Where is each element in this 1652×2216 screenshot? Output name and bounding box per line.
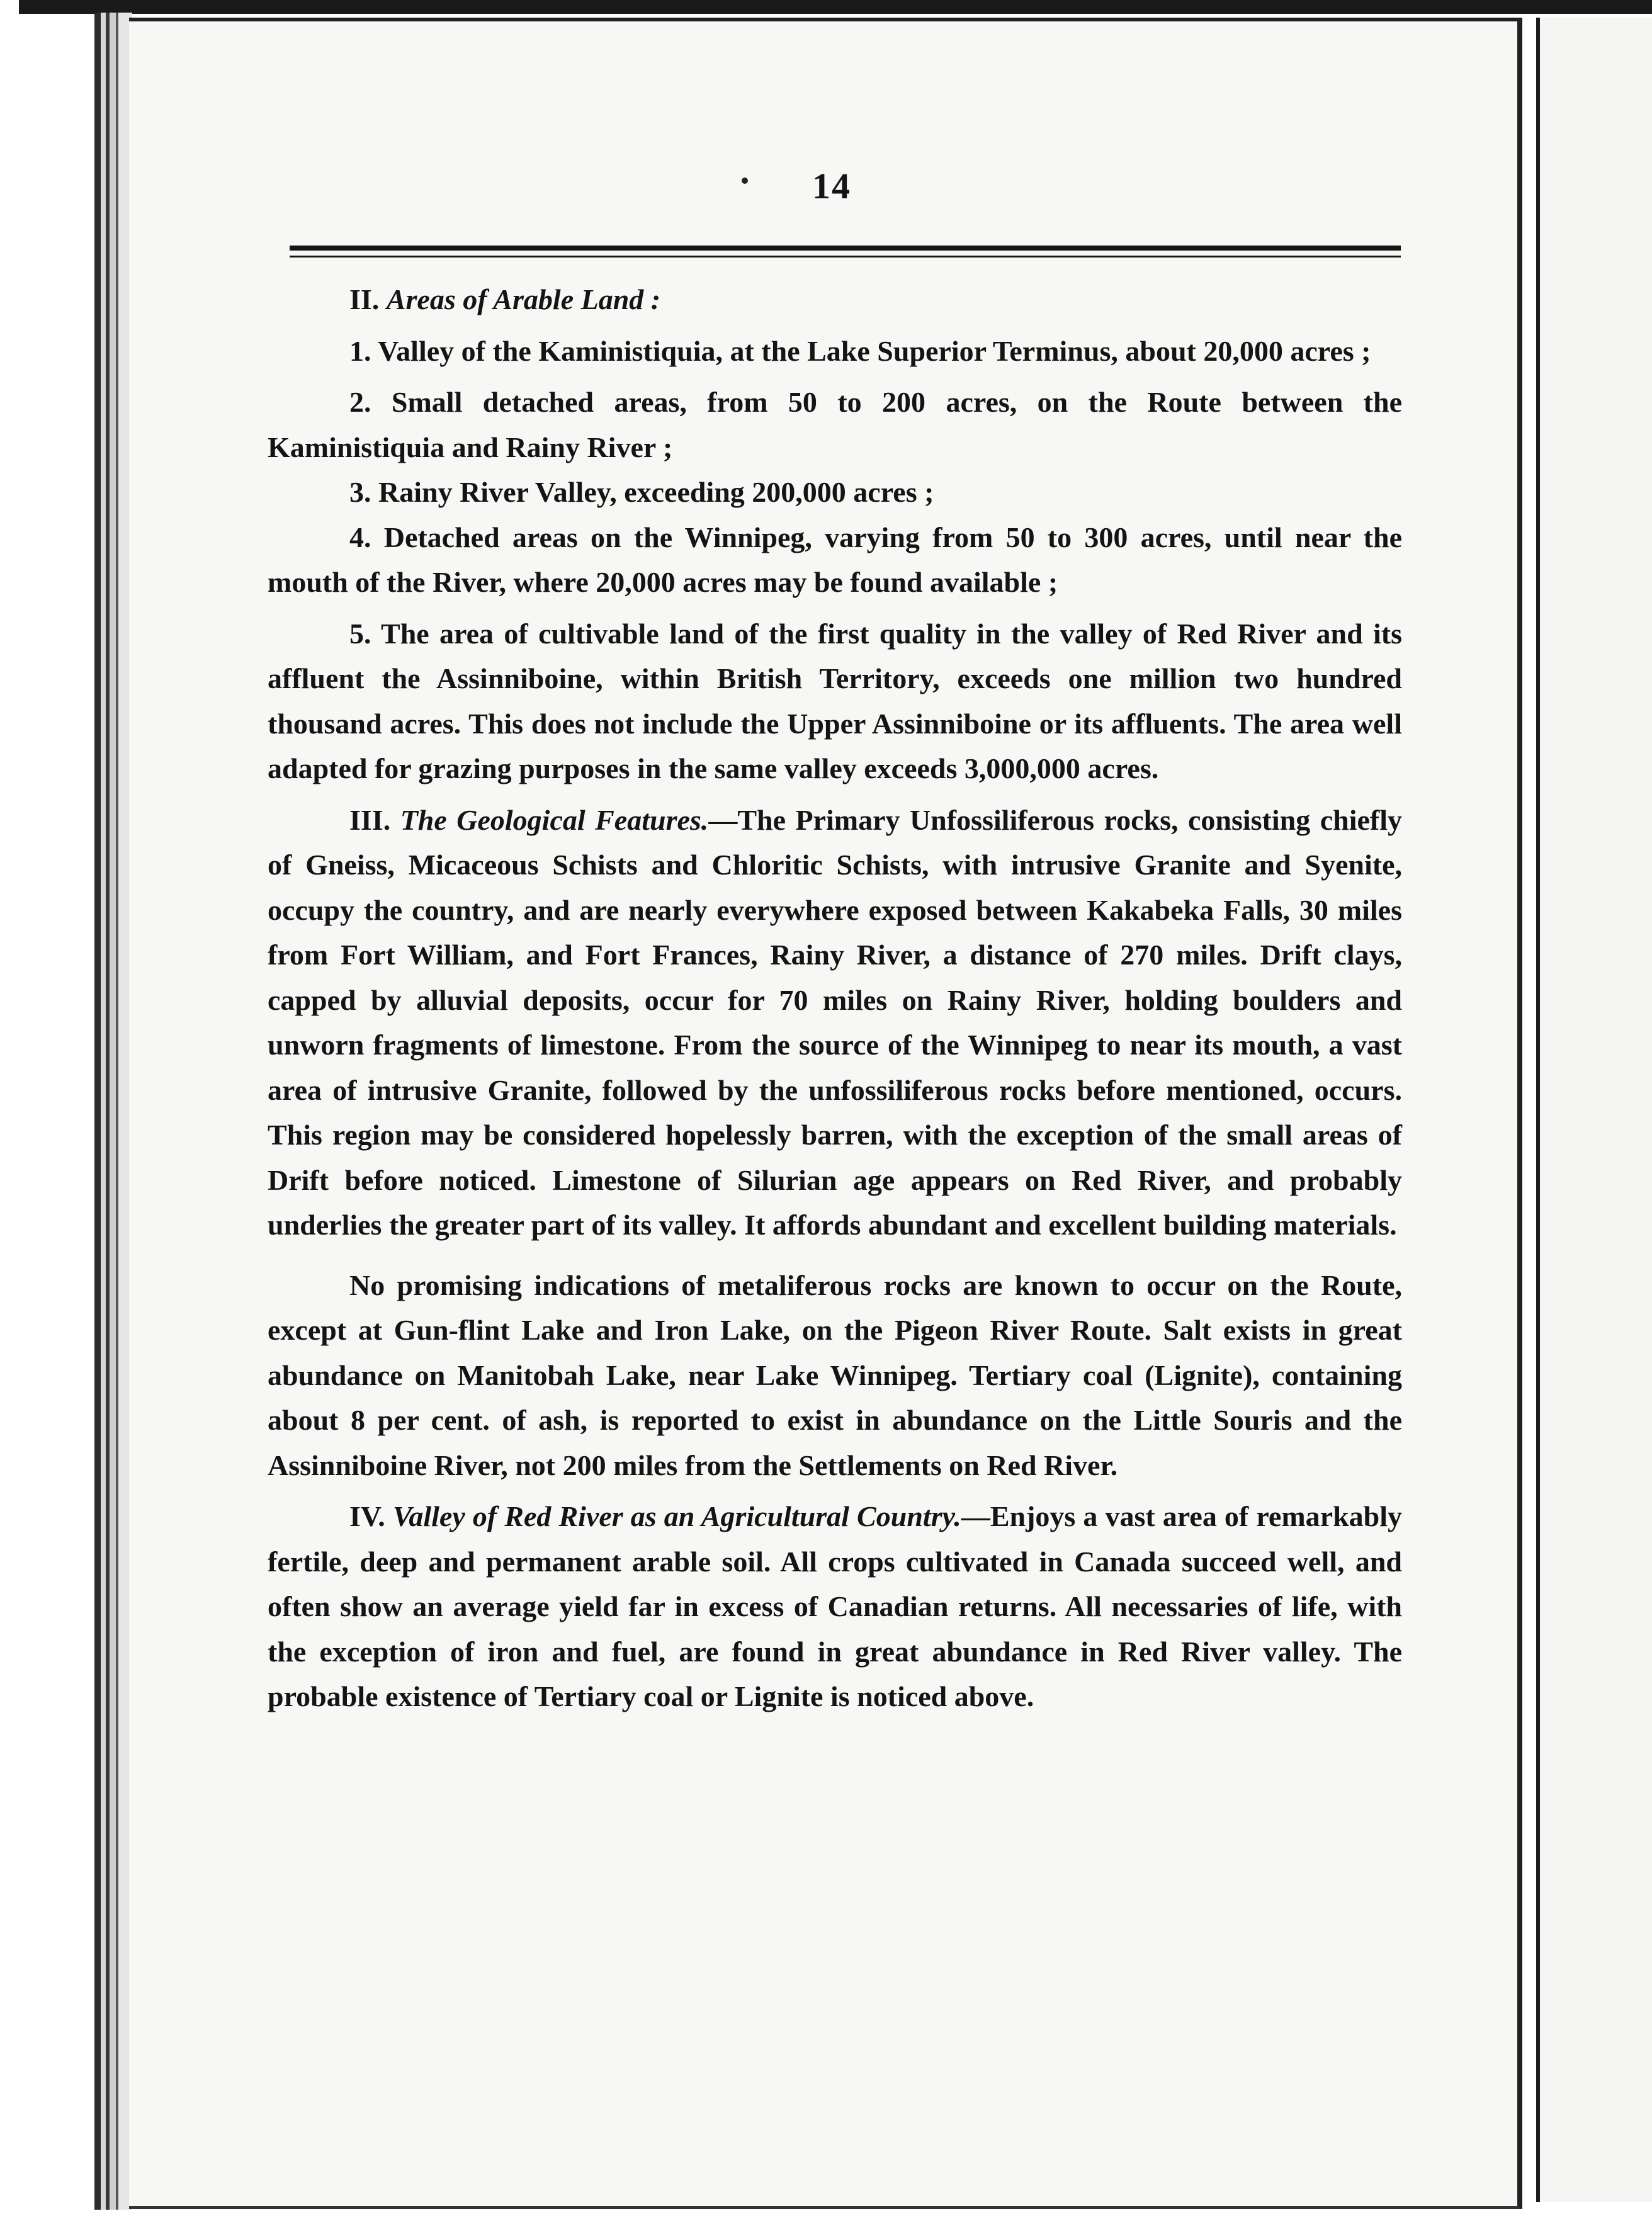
section-title: Valley of Red River as an Agricultural Country.: [392, 1500, 961, 1532]
list-item: 4. Detached areas on the Winnipeg, varying from 50 to 300 acres, until near the mouth of the River, where 20,000 acres may be found available ;: [268, 521, 1402, 598]
section-title: The Geological Features.: [400, 803, 709, 836]
paragraph-geology: [268, 798, 1402, 1248]
paragraph-metals: No promising indications of metaliferous rocks are known to occur on the Route, except at Gun-flint Lake and Iron Lake, on the Pigeon River Route. Salt exists in great abundance on Manitobah Lake, near Lake Winnipeg. Tertiary coal (Lignite), containing about 8 per cent. of ash, is reported to exist in abundance on the Little Souris and the Assinniboine River, not 200 miles from the Settlements on Red River.: [268, 1269, 1402, 1481]
paragraph-valley: [268, 1494, 1402, 1719]
page-number: 14: [812, 166, 851, 206]
top-edge: [0, 0, 1652, 14]
section-number: IV.: [349, 1500, 385, 1532]
header-rule-thin: [290, 256, 1401, 257]
printer-dot: [742, 178, 748, 184]
paragraph-text: —Enjoys a vast area of remarkably fertile, deep and permanent arable soil. All crops cultivated in Canada succeed well, and often show an average yield far in excess of Canadian returns. All necessaries of life, with the exception of iron and fuel, are found in great abundance in Red River valley. The probable existence of Tertiary coal or Lignite is noticed above.: [268, 1500, 1403, 1712]
section-number: II.: [349, 283, 380, 315]
list-item: 5. The area of cultivable land of the first quality in the valley of Red River and its affluent the Assinniboine, within British Territory, exceeds one million two hundred thousand acres. This does not include the Upper Assinniboine or its affluents. The area well adapted for grazing purposes in the same valley exceeds 3,000,000 acres.: [268, 617, 1402, 784]
left-margin: [0, 0, 19, 2216]
section-title: Areas of Arable Land :: [386, 283, 661, 315]
list-item: 3. Rainy River Valley, exceeding 200,000 acres ;: [349, 476, 934, 508]
page-body: [268, 277, 1402, 1719]
section-heading-areas: [268, 277, 1402, 322]
paragraph-text: —The Primary Unfossiliferous rocks, consisting chiefly of Gneiss, Micaceous Schists and Chloritic Schists, with intrusive Granite and Syenite, occupy the country, and are nearly everywhere exposed between Kakabeka Falls, 30 miles from Fort William, and Fort Frances, Rainy River, a distance of 270 miles. Drift clays, capped by alluvial deposits, occur for 70 miles on Rainy River, holding boulders and unworn fragments of limestone. From the source of the Winnipeg to near its mouth, a vast area of intrusive Granite, followed by the unfossiliferous rocks before mentioned, occurs. This region may be considered hopelessly barren, with the exception of the small areas of Drift before noticed. Limestone of Silurian age appears on Red River, and probably underlies the greater part of its valley. It affords abundant and excellent building materials.: [268, 803, 1402, 1241]
page-spine-shadow: [94, 13, 132, 2210]
list-item: 2. Small detached areas, from 50 to 200 acres, on the Route between the Kaministiquia and Rainy River ;: [268, 386, 1402, 463]
adjacent-page-edge: [1536, 18, 1652, 2202]
header-rule-thick: [290, 246, 1401, 251]
section-number: III.: [349, 803, 391, 836]
list-item: 1. Valley of the Kaministiquia, at the Lake Superior Terminus, about 20,000 acres ;: [349, 334, 1371, 367]
